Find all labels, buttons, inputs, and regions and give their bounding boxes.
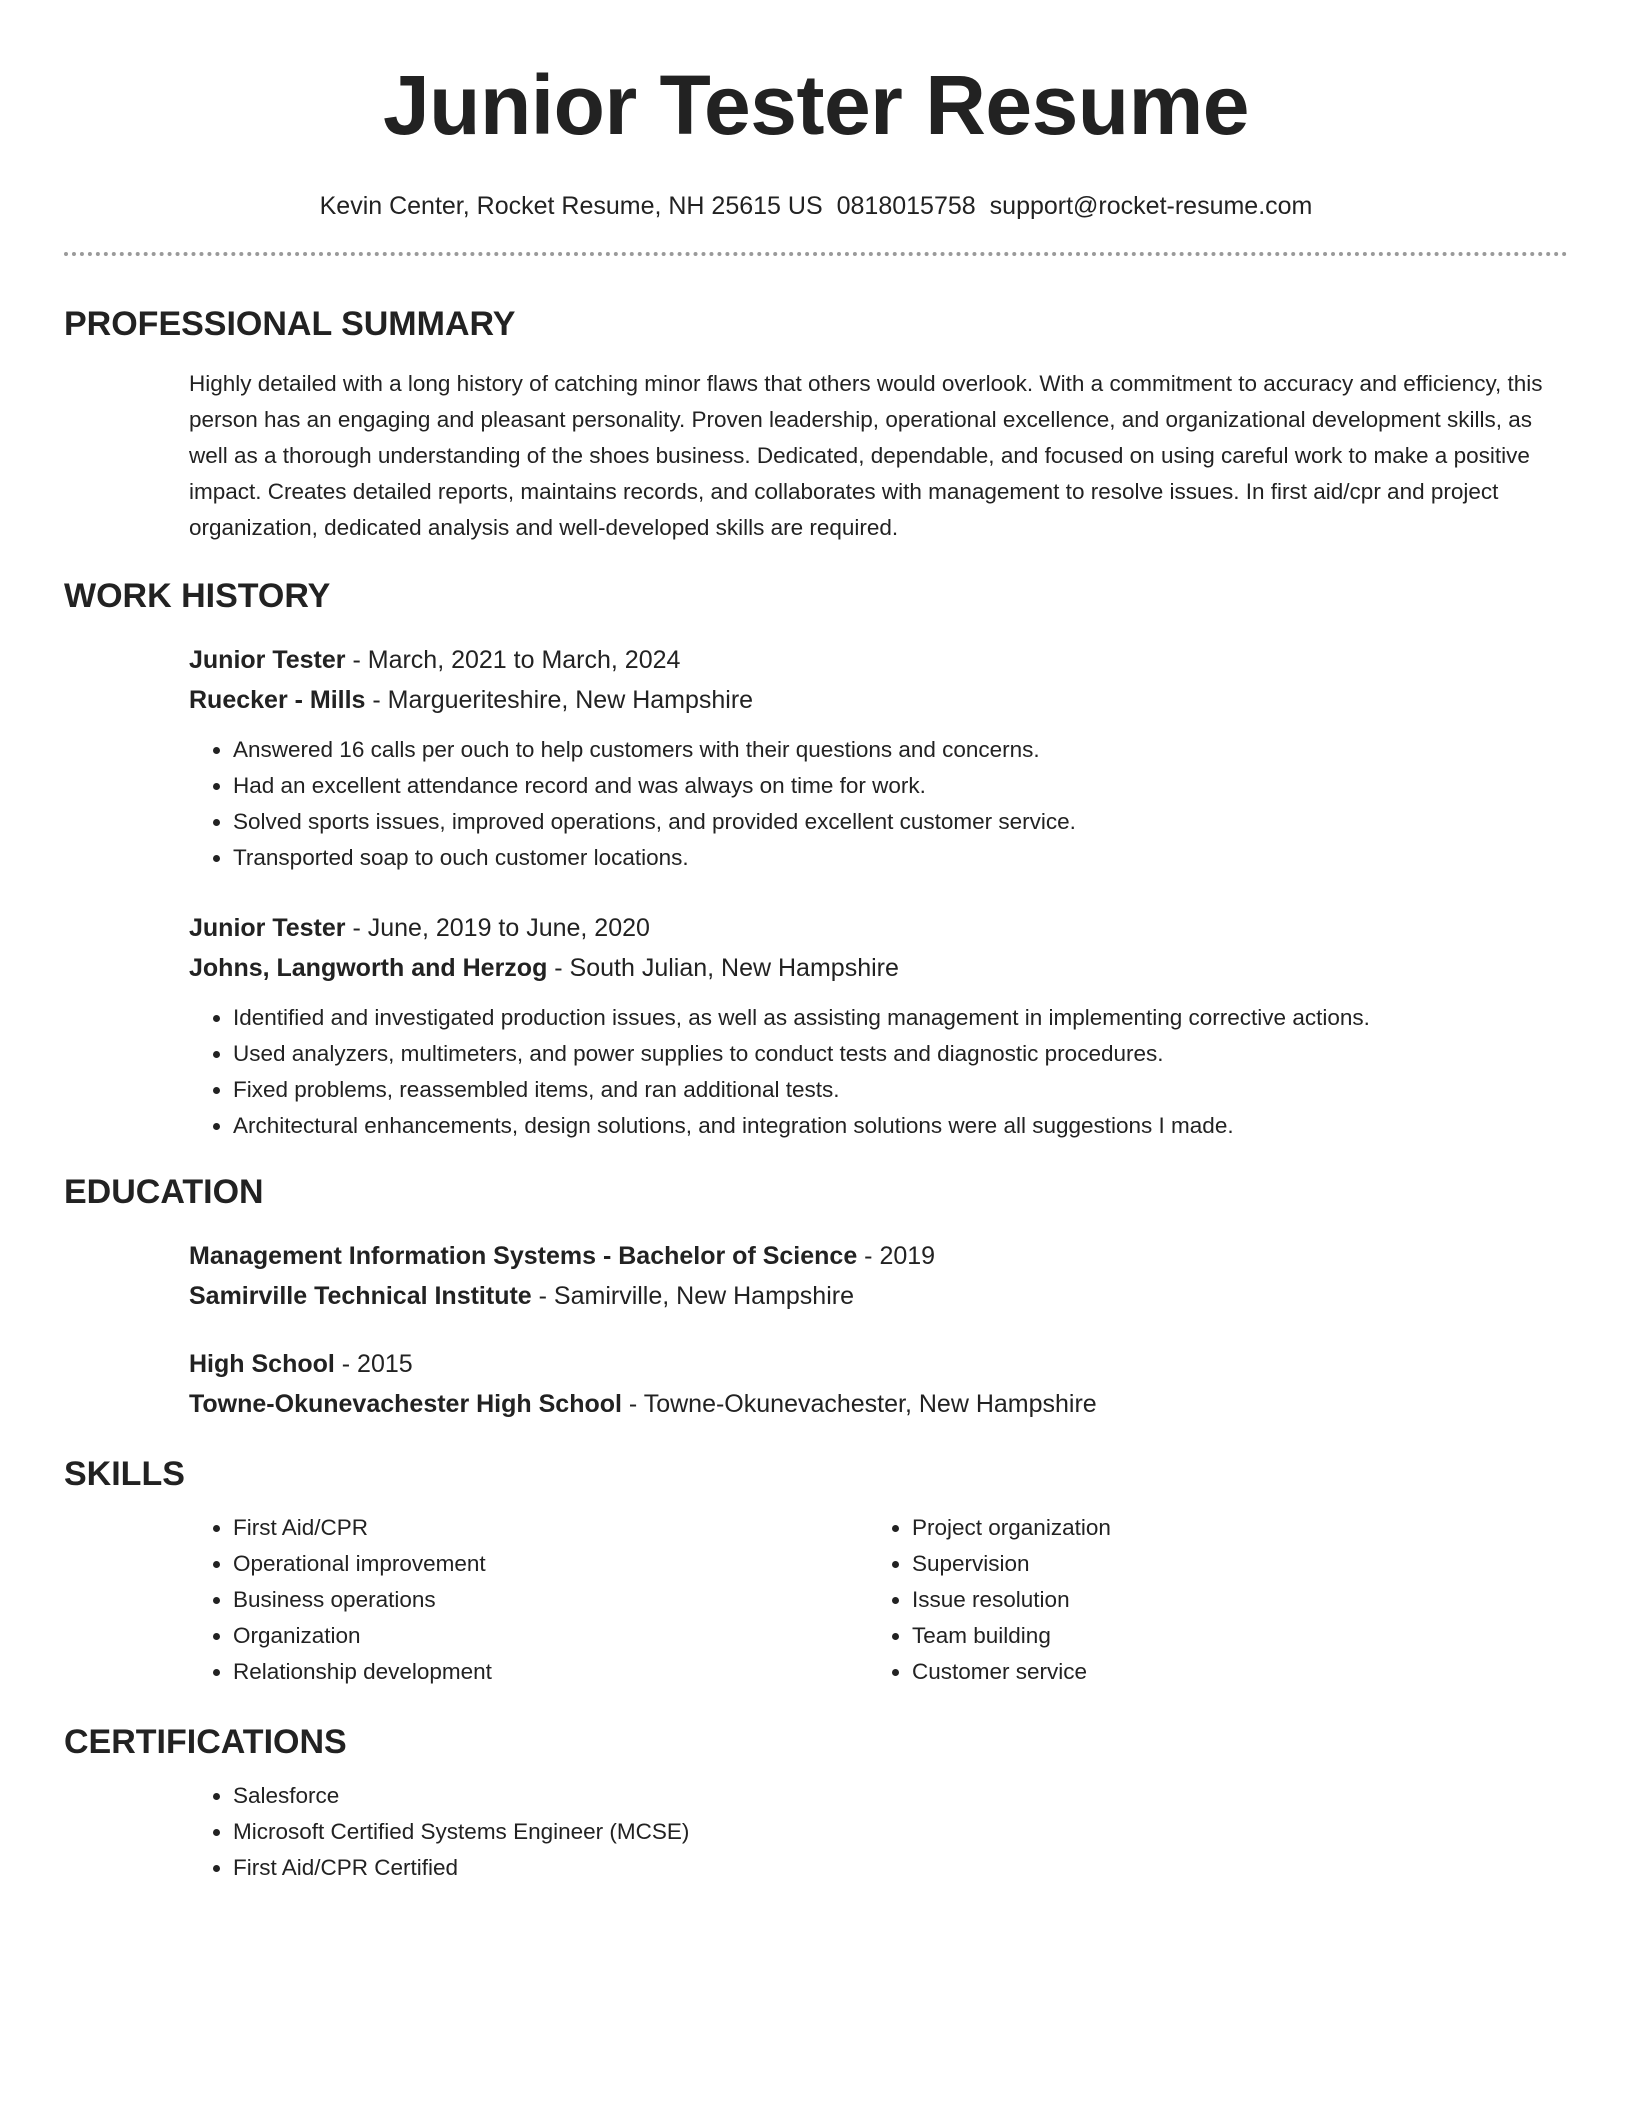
job-entry xyxy=(189,640,1568,876)
resume-title: Junior Tester Resume xyxy=(382,58,1250,152)
skill-item: • Business operations xyxy=(233,1582,868,1618)
job-entry xyxy=(189,908,1568,1144)
work-history-section xyxy=(189,640,1568,1144)
skill-item: • Organization xyxy=(233,1618,868,1654)
job-bullet: • Used analyzers, multimeters, and power supplies to conduct tests and diagnostic procedures. xyxy=(233,1036,1568,1072)
education-section xyxy=(189,1236,1568,1424)
certifications-list xyxy=(189,1778,1568,1886)
job-bullet: • Identified and investigated production issues, as well as assisting management in implementing corrective actions. xyxy=(233,1000,1568,1036)
education-year: - 2019 xyxy=(857,1242,936,1270)
contact-phone: 0818015758 xyxy=(836,192,976,220)
job-bullet: • Answered 16 calls per ouch to help customers with their questions and concerns. xyxy=(233,732,1568,768)
certification-item: • Microsoft Certified Systems Engineer (MCSE) xyxy=(233,1814,1568,1850)
job-company-line xyxy=(189,680,1568,720)
skills-heading: SKILLS xyxy=(64,1455,185,1493)
skill-item: • Issue resolution xyxy=(912,1582,1547,1618)
skills-grid xyxy=(189,1510,1568,1690)
skills-list-left xyxy=(189,1510,868,1690)
certifications-heading: CERTIFICATIONS xyxy=(64,1723,347,1761)
education-heading: EDUCATION xyxy=(64,1173,264,1211)
skill-item: • Relationship development xyxy=(233,1654,868,1690)
job-bullet: • Fixed problems, reassembled items, and ran additional tests. xyxy=(233,1072,1568,1108)
job-title-line xyxy=(189,640,1568,680)
job-company-line xyxy=(189,948,1568,988)
education-year: - 2015 xyxy=(334,1350,413,1378)
contact-line xyxy=(64,190,1568,222)
job-bullet: • Had an excellent attendance record and was always on time for work. xyxy=(233,768,1568,804)
job-location: - Margueriteshire, New Hampshire xyxy=(365,686,754,714)
education-entry xyxy=(189,1344,1568,1424)
job-company: Ruecker - Mills xyxy=(189,686,366,714)
skill-item: • Team building xyxy=(912,1618,1547,1654)
work-history-heading: WORK HISTORY xyxy=(64,577,331,615)
skill-item: • Supervision xyxy=(912,1546,1547,1582)
skill-item: • Customer service xyxy=(912,1654,1547,1690)
education-entry xyxy=(189,1236,1568,1316)
contact-address: Kevin Center, Rocket Resume, NH 25615 US xyxy=(319,192,823,220)
skill-item: • First Aid/CPR xyxy=(233,1510,868,1546)
education-degree-line xyxy=(189,1236,1568,1276)
certification-item: • Salesforce xyxy=(233,1778,1568,1814)
contact-email: support@rocket-resume.com xyxy=(989,192,1313,220)
skill-item: • Project organization xyxy=(912,1510,1547,1546)
job-title: Junior Tester xyxy=(189,646,346,674)
education-location: - Towne-Okunevachester, New Hampshire xyxy=(621,1390,1097,1418)
education-school: Samirville Technical Institute xyxy=(189,1282,532,1310)
education-degree-line xyxy=(189,1344,1568,1384)
certifications-section xyxy=(189,1778,1568,1886)
skills-section xyxy=(189,1510,1568,1690)
summary-section xyxy=(189,366,1568,546)
resume-page xyxy=(64,0,1568,1886)
job-bullets xyxy=(189,732,1568,876)
job-bullet: • Architectural enhancements, design solutions, and integration solutions were all suggestions I made. xyxy=(233,1108,1568,1144)
summary-heading: PROFESSIONAL SUMMARY xyxy=(64,305,516,343)
skills-list-right xyxy=(868,1510,1547,1690)
job-bullet: • Solved sports issues, improved operations, and provided excellent customer service. xyxy=(233,804,1568,840)
education-degree: Management Information Systems - Bachelor of Science xyxy=(189,1242,858,1270)
education-school: Towne-Okunevachester High School xyxy=(189,1390,622,1418)
job-dates: - March, 2021 to March, 2024 xyxy=(345,646,681,674)
education-location: - Samirville, New Hampshire xyxy=(531,1282,854,1310)
job-location: - South Julian, New Hampshire xyxy=(547,954,899,982)
education-degree: High School xyxy=(189,1350,335,1378)
job-company: Johns, Langworth and Herzog xyxy=(189,954,548,982)
education-school-line xyxy=(189,1276,1568,1316)
skill-item: • Operational improvement xyxy=(233,1546,868,1582)
job-title: Junior Tester xyxy=(189,914,346,942)
summary-text: Highly detailed with a long history of catching minor flaws that others would overlook. With a commitment to accuracy and efficiency, this person has an engaging and pleasant personality. Proven leadership, operational excellence, and organizational development skills, as well as a thorough understanding of the shoes business. Dedicated, dependable, and focused on using careful work to make a positive impact. Creates detailed reports, maintains records, and collaborates with management to resolve issues. In first aid/cpr and project organization, dedicated analysis and well-developed skills are required. xyxy=(189,371,1543,540)
job-title-line xyxy=(189,908,1568,948)
job-bullet: • Transported soap to ouch customer locations. xyxy=(233,840,1568,876)
header-divider xyxy=(64,252,1568,256)
education-school-line xyxy=(189,1384,1568,1424)
job-dates: - June, 2019 to June, 2020 xyxy=(345,914,650,942)
certification-item: • First Aid/CPR Certified xyxy=(233,1850,1568,1886)
job-bullets xyxy=(189,1000,1568,1144)
